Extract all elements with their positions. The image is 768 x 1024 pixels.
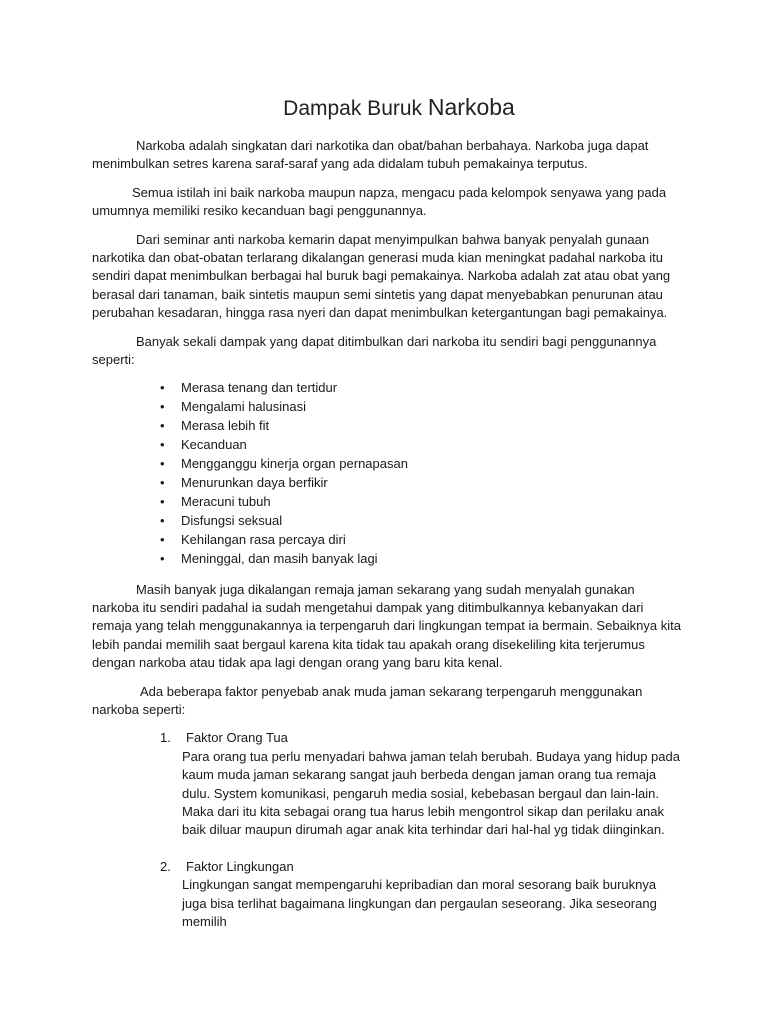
list-item: [160, 436, 682, 455]
list-item: [160, 474, 682, 493]
title-part-1: Dampak Buruk: [283, 97, 428, 120]
bullet-icon: •: [160, 512, 165, 528]
list-item-text: Mengalami halusinasi: [181, 399, 307, 415]
list-item: [160, 455, 682, 474]
list-item: [160, 379, 682, 398]
paragraph-5: Masih banyak juga dikalangan remaja jaman sekarang yang sudah menyalah gunakan narkoba itu sendiri padahal ia sudah mengetahui dampak yang ditimbulkannya kebanyakan dari remaja yang telah menggunakannya ia terpengaruh dari lingkungan tempat ia bermain. Sebaiknya kita lebih pandai memilih saat bergaul karena kita tidak tau apakah orang disekeliling kita terjerumus dengan narkoba atau tidak apa lagi dengan orang yang baru kita kenal.: [92, 581, 681, 671]
list-item-text: Mengganggu kinerja organ pernapasan: [181, 456, 408, 472]
paragraph-1: Narkoba adalah singkatan dari narkotika dan obat/bahan berbahaya. Narkoba juga dapat menimbulkan setres karena saraf-saraf yang ada didalam tubuh pemakainya terputus.: [92, 138, 649, 172]
bullet-icon: •: [160, 418, 165, 434]
bullet-icon: •: [160, 550, 165, 566]
factor-heading: Faktor Orang Tua: [186, 730, 288, 746]
list-item: [160, 531, 682, 550]
bullet-icon: •: [160, 475, 165, 490]
list-item: [160, 550, 682, 569]
list-item: [160, 858, 682, 932]
list-number: 2.: [160, 858, 171, 874]
bullet-icon: •: [160, 531, 165, 547]
list-item-text: Kehilangan rasa percaya diri: [181, 531, 346, 547]
effects-list: [92, 379, 682, 568]
list-item-text: Disfungsi seksual: [181, 512, 283, 528]
list-item-text: Merasa lebih fit: [181, 418, 270, 434]
list-number: 1.: [160, 730, 171, 746]
factor-text: Lingkungan sangat mempengaruhi kepribadian dan moral sesorang baik buruknya juga bisa terlihat bagaimana lingkungan dan pergaulan seseorang. Jika seseorang memilih: [182, 877, 657, 930]
page-title: [0, 94, 768, 121]
paragraph-6: Ada beberapa faktor penyebab anak muda jaman sekarang terpengaruh menggunakan narkoba seperti:: [92, 683, 643, 717]
list-item-text: Kecanduan: [181, 437, 247, 453]
list-item: [160, 417, 682, 436]
paragraph-4: Banyak sekali dampak yang dapat ditimbulkan dari narkoba itu sendiri bagi penggunannya seperti:: [92, 333, 657, 368]
paragraph-2: Semua istilah ini baik narkoba maupun napza, mengacu pada kelompok senyawa yang pada umumnya memiliki resiko kecanduan bagi penggunannya.: [92, 184, 667, 219]
list-item: [160, 512, 682, 531]
list-item: [160, 493, 682, 512]
bullet-icon: •: [160, 456, 165, 472]
bullet-icon: •: [160, 399, 165, 415]
bullet-icon: •: [160, 493, 165, 509]
list-item-text: Meracuni tubuh: [181, 493, 271, 509]
title-part-2: Narkoba: [427, 94, 515, 120]
factor-heading: Faktor Lingkungan: [186, 858, 294, 874]
bullet-icon: •: [160, 437, 165, 453]
list-item-text: Meninggal, dan masih banyak lagi: [181, 550, 378, 566]
list-item: [160, 729, 682, 839]
list-item-text: Merasa tenang dan tertidur: [181, 380, 338, 396]
paragraph-3: Dari seminar anti narkoba kemarin dapat menyimpulkan bahwa banyak penyalah gunaan narkotika dan obat-obatan terlarang dikalangan generasi muda kian meningkat padahal narkoba itu sendiri dapat menimbulkan berbagai hal buruk bagi pemakainya. Narkoba adalah zat atau obat yang berasal dari tanaman, baik sintetis maupun semi sintetis yang dapat menyebabkan penurunan atau perubahan kesadaran, hingga rasa nyeri dan dapat menimbulkan ketergantungan bagi pemakainya.: [92, 231, 671, 321]
list-item-text: Menurunkan daya berfikir: [181, 475, 328, 490]
document-body: [92, 137, 682, 949]
factor-text: Para orang tua perlu menyadari bahwa jaman telah berubah. Budaya yang hidup pada kaum muda jaman sekarang sangat jauh berbeda dengan jaman orang tua remaja dulu. System komunikasi, pengaruh media sosial, kebebasan bergaul dan lain-lain. Maka dari itu kita sebagai orang tua harus lebih mengontrol sikap dan perilaku anak baik diluar maupun dirumah agar anak kita terhindar dari hal-hal yg tidak diinginkan.: [182, 748, 680, 838]
factors-list: [92, 729, 682, 931]
bullet-icon: •: [160, 380, 165, 396]
list-item: [160, 398, 682, 417]
